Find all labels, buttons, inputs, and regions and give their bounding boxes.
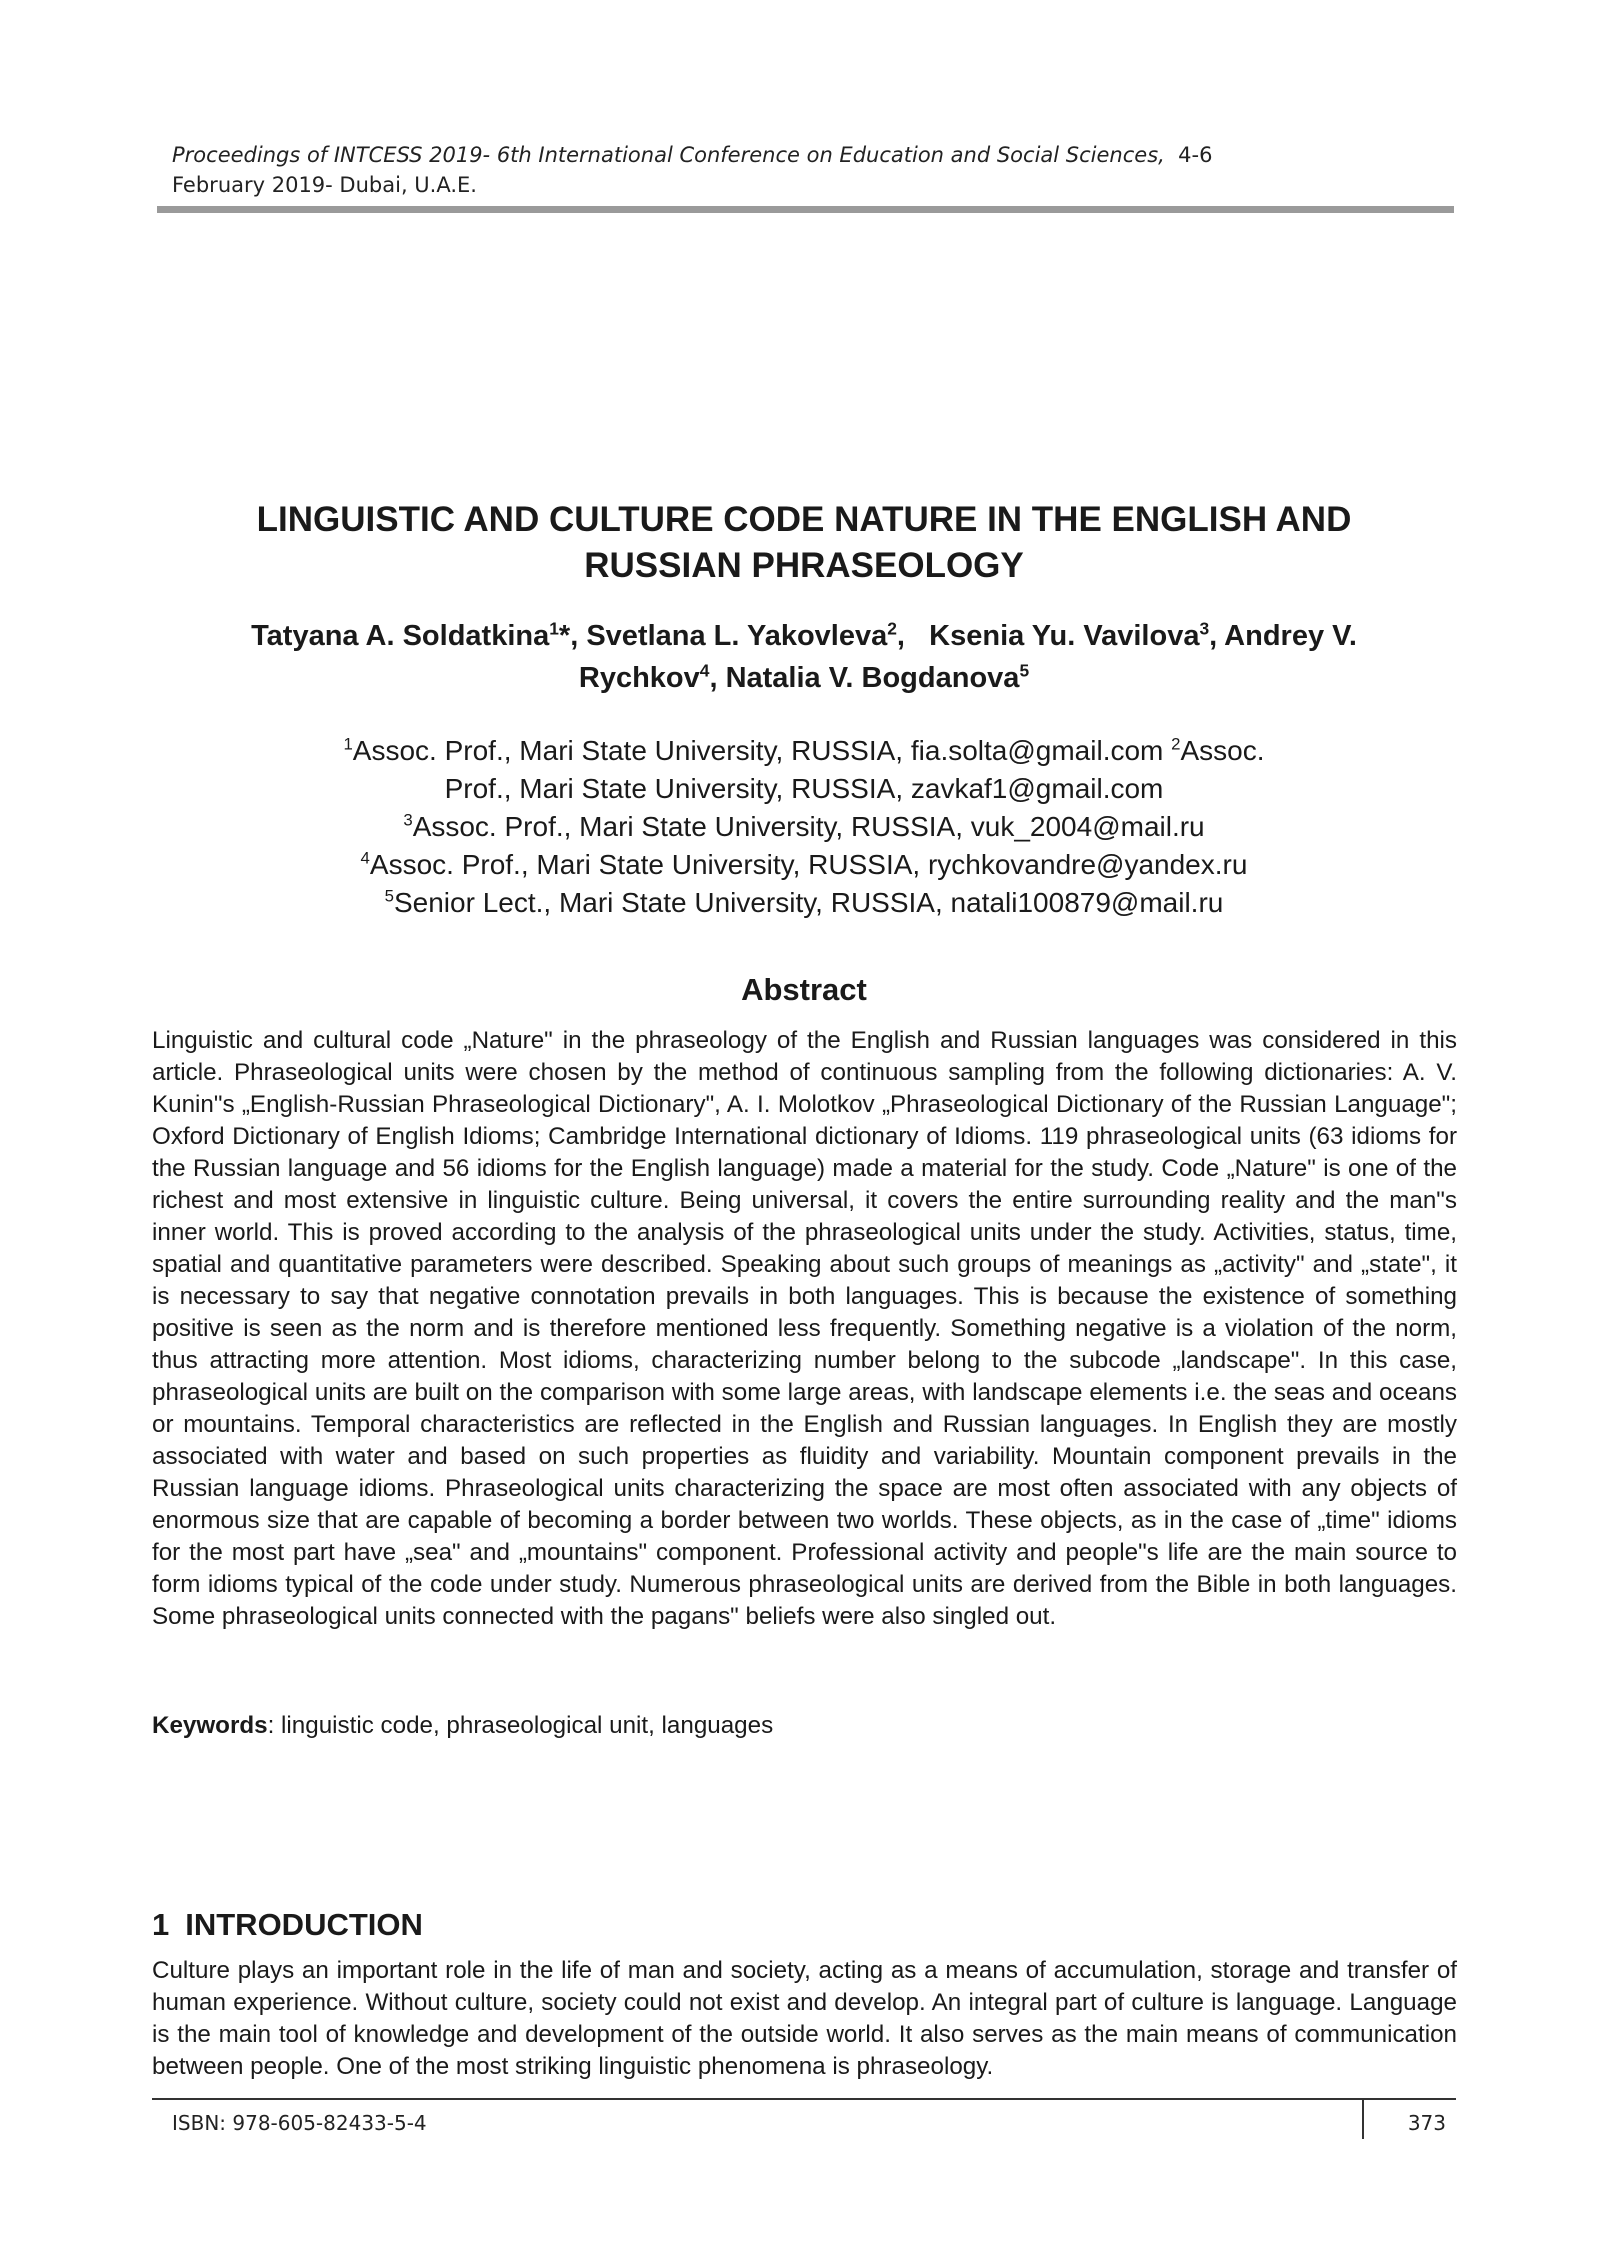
header-rule: [157, 206, 1454, 213]
section-title: INTRODUCTION: [185, 1907, 423, 1942]
section-heading: [152, 1905, 423, 1945]
page-number: 373: [1407, 2111, 1446, 2135]
abstract-body: Linguistic and cultural code „Nature" in the phraseology of the English and Russian languages was considered in this article. Phraseological units were chosen by the method of continuous sampling from the following dictionaries: A. V. Kunin"s „English-Russian Phraseological Dictionary", A. I. Molotkov „Phraseological Dictionary of the Russian Language"; Oxford Dictionary of English Idioms; Cambridge International dictionary of Idioms. 119 phraseological units (63 idioms for the Russian language and 56 idioms for the English language) made a material for the study. Code „Nature" is one of the richest and most extensive in linguistic culture. Being universal, it covers the entire surrounding reality and the man"s inner world. This is proved according to the analysis of the phraseological units under the study. Activities, status, time, spatial and quantitative parameters were described. Speaking about such groups of meanings as „activity" and „state", it is necessary to say that negative connotation prevails in both languages. This is because the existence of something positive is seen as the norm and is therefore mentioned less frequently. Something negative is a violation of the norm, thus attracting more attention. Most idioms, characterizing number belong to the subcode „landscape". In this case, phraseological units are built on the comparison with some large areas, with landscape elements i.e. the seas and oceans or mountains. Temporal characteristics are reflected in the English and Russian languages. In English they are mostly associated with water and based on such properties as fluidity and variability. Mountain component prevails in the Russian language idioms. Phraseological units characterizing the space are most often associated with any objects of enormous size that are capable of becoming a border between two worlds. These objects, as in the case of „time" idioms for the most part have „sea" and „mountains" component. Professional activity and people"s life are the main source to form idioms typical of the code under study. Numerous phraseological units are derived from the Bible in both languages. Some phraseological units connected with the pagans" beliefs were also singled out.: [152, 1027, 1457, 1630]
running-header: [172, 140, 1452, 200]
affiliation-text: Assoc. Prof., Mari State University, RUSSIA, fia.solta@gmail.com: [352, 735, 1172, 766]
affiliations: [150, 732, 1458, 922]
author-3: Ksenia Yu. Vavilova: [929, 620, 1200, 652]
authors-line-2: [150, 657, 1458, 699]
affiliation-sup: 2: [1171, 734, 1181, 754]
affiliation-text: Assoc. Prof., Mari State University, RUSSIA, vuk_2004@mail.ru: [412, 811, 1205, 842]
introduction-body: Culture plays an important role in the life of man and society, acting as a means of accumulation, storage and transfer of human experience. Without culture, society could not exist and develop. An integral part of culture is language. Language is the main tool of knowledge and development of the outside world. It also serves as the main means of communication between people. One of the most striking linguistic phenomena is phraseology.: [152, 1957, 1457, 2080]
authors-line-1: [150, 615, 1458, 657]
author-sep: ,: [1209, 620, 1225, 652]
footer-isbn: ISBN: 978-605-82433-5-4: [172, 2111, 427, 2135]
section-number: 1: [152, 1907, 170, 1942]
proceedings-title: Proceedings of INTCESS 2019- 6th International Conference on Education and Social Sciences,: [172, 143, 1165, 167]
title-line-2: RUSSIAN PHRASEOLOGY: [584, 546, 1024, 585]
author-4-first: Andrey V.: [1224, 620, 1357, 652]
header-line-1: [172, 140, 1452, 170]
keywords: [152, 1710, 1457, 1742]
author-list: [150, 615, 1458, 699]
author-1-sup: 1: [549, 618, 559, 639]
author-1: Tatyana A. Soldatkina: [251, 620, 550, 652]
author-sep: ,: [896, 620, 930, 652]
abstract-heading: Abstract: [741, 972, 867, 1007]
author-sep: ,: [709, 662, 726, 694]
affiliation-sup: 5: [384, 886, 394, 906]
keywords-label: Keywords: [152, 1712, 268, 1739]
paper-title: [150, 497, 1458, 589]
affiliation-line-1: [150, 732, 1458, 770]
affiliation-sup: 1: [343, 734, 353, 754]
affiliation-line-5: [150, 884, 1458, 922]
author-4-last: Rychkov: [578, 662, 700, 694]
author-4-sup: 4: [699, 660, 710, 681]
author-5-sup: 5: [1019, 660, 1030, 681]
keywords-text: : linguistic code, phraseological unit, languages: [267, 1712, 774, 1739]
title-line-1: LINGUISTIC AND CULTURE CODE NATURE IN THE ENGLISH AND: [256, 500, 1352, 539]
author-2: Svetlana L. Yakovleva: [586, 620, 888, 652]
header-dates: 4-6: [1178, 143, 1213, 167]
author-5: Natalia V. Bogdanova: [725, 662, 1020, 694]
footer-divider: [1362, 2099, 1364, 2139]
affiliation-line-3: [150, 808, 1458, 846]
affiliation-text: Assoc.: [1180, 735, 1265, 766]
affiliation-line-2: Prof., Mari State University, RUSSIA, zavkaf1@gmail.com: [444, 773, 1164, 804]
header-line-2: February 2019- Dubai, U.A.E.: [172, 173, 477, 197]
author-sep: *,: [558, 620, 587, 652]
affiliation-text: Assoc. Prof., Mari State University, RUSSIA, rychkovandre@yandex.ru: [369, 849, 1248, 880]
affiliation-sup: 3: [403, 810, 413, 830]
author-3-sup: 3: [1199, 618, 1210, 639]
affiliation-line-4: [150, 846, 1458, 884]
author-2-sup: 2: [887, 618, 897, 639]
affiliation-sup: 4: [360, 848, 370, 868]
affiliation-text: Senior Lect., Mari State University, RUSSIA, natali100879@mail.ru: [393, 887, 1224, 918]
footer-rule: [152, 2098, 1456, 2100]
